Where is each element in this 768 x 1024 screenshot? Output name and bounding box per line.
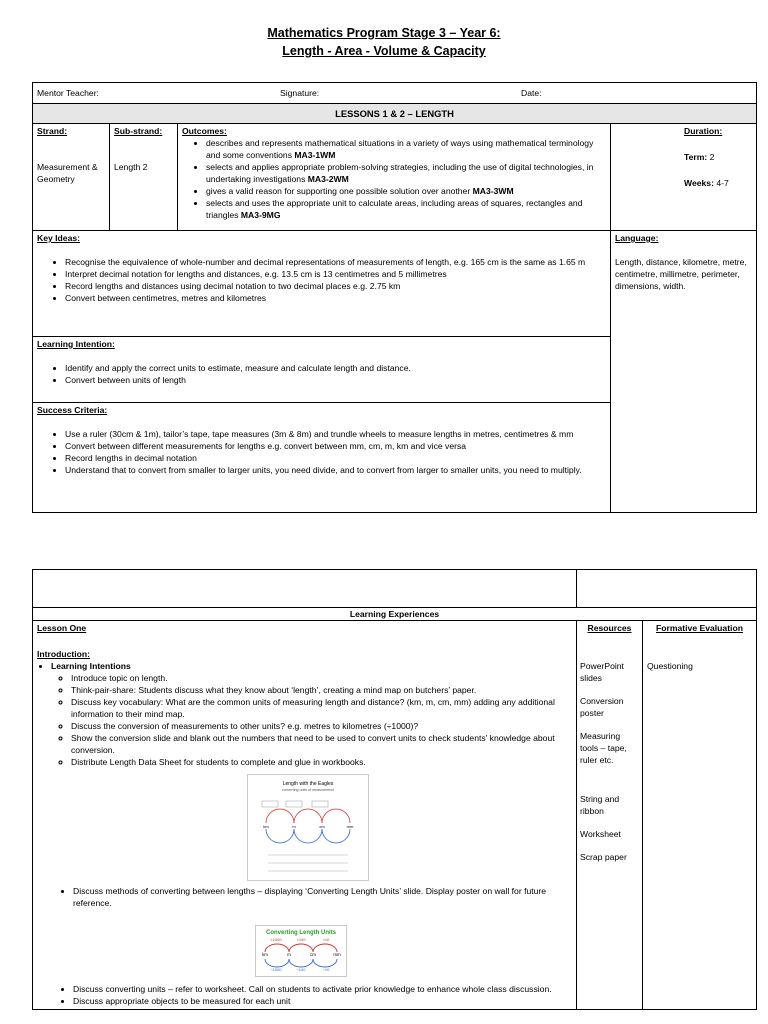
substrand-cell [110, 124, 178, 231]
outcome-item: • selects and applies appropriate problem-solving strategies, including the use of digital technologies, in undertaking investigations MA3-2WM [206, 161, 606, 185]
learning-intention-cell [33, 337, 611, 403]
intro-sub-list [51, 672, 572, 768]
svg-text:Converting Length Units: Converting Length Units [266, 930, 336, 937]
date-label: Date: [521, 88, 542, 98]
duration-cell [611, 124, 757, 231]
svg-text:km: km [262, 952, 268, 958]
language-cell [611, 231, 757, 513]
svg-text:km: km [263, 824, 269, 830]
learning-intention-item: • Convert between units of length [65, 374, 606, 386]
strand-cell [33, 124, 110, 231]
svg-text:m: m [292, 824, 296, 830]
svg-text:×1000: ×1000 [270, 937, 282, 943]
success-criteria-item: • Record lengths in decimal notation [65, 452, 606, 464]
key-idea-item: • Convert between centimetres, metres and kilometres [65, 292, 606, 304]
length-data-sheet-image [247, 774, 369, 881]
introduction-list [37, 660, 572, 768]
mentor-row [33, 83, 757, 104]
intro-list-continued [37, 885, 572, 909]
svg-text:÷10: ÷10 [322, 967, 330, 973]
lesson-one-cell [33, 621, 577, 1009]
resource-item: PowerPoint slides [580, 661, 624, 684]
intro-item: ◦ Discuss key vocabulary: What are the common units of measuring length and distance? (km, m, cm, mm) adding any additional information to their mind map. [71, 696, 572, 720]
learning-experiences-heading: Learning Experiences [33, 608, 757, 621]
key-idea-item: • Interpret decimal notation for lengths and distances, e.g. 13.5 cm is 13 centimetres and 5 millimetres [65, 268, 606, 280]
svg-text:cm: cm [310, 952, 316, 958]
success-criteria-list [37, 428, 606, 476]
language-text: Length, distance, kilometre, metre, centimetre, millimetre, perimeter, dimensions, width. [615, 257, 747, 292]
language-heading: Language: [615, 233, 659, 243]
resource-item: Measuring tools – tape, ruler etc. [580, 731, 627, 766]
weeks-line: Weeks: 4-7 [684, 178, 729, 189]
svg-text:Length with the Eagles: Length with the Eagles [282, 781, 334, 788]
blank-header-cell-right [577, 570, 757, 608]
key-ideas-list [37, 256, 606, 304]
svg-text:mm: mm [346, 824, 354, 830]
svg-text:mm: mm [333, 952, 341, 958]
intro-item: ◦ Distribute Length Data Sheet for students to complete and glue in workbooks. [71, 756, 572, 768]
svg-text:m: m [287, 952, 291, 958]
svg-text:×100: ×100 [296, 937, 306, 943]
success-criteria-item: • Understand that to convert from smaller to larger units, you need divide, and to convert from larger to smaller units, you need to multiply. [65, 464, 606, 476]
intro-item: ◦ Show the conversion slide and blank out the numbers that need to be used to convert units to check students’ knowledge about conversion. [71, 732, 572, 756]
intro-list-end [37, 983, 572, 1007]
intro-item: ◦ Introduce topic on length. [71, 672, 572, 684]
success-criteria-item: • Use a ruler (30cm & 1m), tailor’s tape, tape measures (3m & 8m) and trundle wheels to measure lengths in metres, centimetres & mm [65, 428, 606, 440]
learning-intention-item: • Identify and apply the correct units to estimate, measure and calculate length and distance. [65, 362, 606, 374]
success-criteria-cell [33, 403, 611, 513]
key-ideas-heading: Key Ideas: [37, 233, 80, 243]
intro-item: ◦ Discuss the conversion of measurements to other units? e.g. metres to kilometres (÷1000)? [71, 720, 572, 732]
resource-item: Conversion poster [580, 696, 624, 719]
learning-intentions-label: • Learning Intentions ◦ Introduce topic on length. ◦ Think-pair-share: Students discuss what they know about ‘length’, creating a mind map on butchers’ paper. ◦ Discuss key vocabulary: What are the common units of measuring length and distance? (km, m, cm, mm) adding any additional information to their mind map. ◦ Discuss the conversion of measurements to other units? e.g. metres to kilometres (÷1000)? ◦ Show the conversion slide and blank out the numbers that need to be used to convert units to check students’ knowledge about conversion. ◦ Distribute Length Data Sheet for students to complete and glue in workbooks. [51, 660, 572, 768]
resource-item: Scrap paper [580, 852, 627, 863]
intro-item: • Discuss converting units – refer to worksheet. Call on students to activate prior knowledge to enhance whole class discussion. [73, 983, 572, 995]
outcomes-cell [178, 124, 611, 231]
resources-cell [577, 621, 643, 1009]
signature-label: Signature: [280, 88, 320, 98]
lesson-one-heading: Lesson One [37, 623, 87, 634]
introduction-heading: Introduction: [37, 649, 90, 660]
key-ideas-cell [33, 231, 611, 337]
success-criteria-heading: Success Criteria: [37, 405, 108, 415]
intro-item: • Discuss methods of converting between lengths – displaying ‘Converting Length Units’ slide. Display poster on wall for future reference. [73, 885, 572, 909]
outcome-item: • selects and uses the appropriate unit to calculate areas, including areas of squares, rectangles and triangles MA3-9MG [206, 197, 606, 221]
strand-heading: Strand: [37, 126, 68, 136]
outcome-item: • gives a valid reason for supporting one possible solution over another MA3-3WM [206, 185, 606, 197]
mentor-teacher-label: Mentor Teacher: [37, 87, 99, 98]
learning-experiences-table [32, 569, 757, 1010]
resources-heading: Resources [587, 623, 632, 634]
duration-heading: Duration: [684, 126, 723, 136]
blank-header-cell [33, 570, 577, 608]
intro-item: ◦ Think-pair-share: Students discuss what they know about ‘length’, creating a mind map on butchers’ paper. [71, 684, 572, 696]
learning-intention-list [37, 362, 606, 386]
evaluation-heading: Formative Evaluation [656, 623, 743, 634]
converting-length-units-poster [255, 925, 347, 977]
svg-text:converting units of measuremen: converting units of measurement [281, 788, 335, 793]
evaluation-item: Questioning [647, 661, 693, 672]
strand-value: Measurement & Geometry [37, 162, 98, 185]
success-criteria-item: • Convert between different measurements for lengths e.g. convert between mm, cm, m, km and vice versa [65, 440, 606, 452]
lesson-outline-table [32, 82, 757, 513]
lessons-banner: LESSONS 1 & 2 – LENGTH [33, 104, 757, 124]
outcome-item: • describes and represents mathematical situations in a variety of ways using mathematical terminology and some conventions MA3-1WM [206, 137, 606, 161]
doc-title-line1: Mathematics Program Stage 3 – Year 6: [267, 26, 501, 40]
key-idea-item: • Record lengths and distances using decimal notation to two decimal places e.g. 2.75 km [65, 280, 606, 292]
key-idea-item: • Recognise the equivalence of whole-number and decimal representations of measurements of length, e.g. 165 cm is the same as 1.65 m [65, 256, 606, 268]
learning-intention-heading: Learning Intention: [37, 339, 115, 349]
outcomes-heading: Outcomes: [182, 126, 227, 136]
substrand-value: Length 2 [114, 162, 148, 173]
term-line: Term: 2 [684, 152, 715, 163]
intro-item: • Discuss appropriate objects to be measured for each unit [73, 995, 572, 1007]
svg-text:×10: ×10 [322, 937, 330, 943]
doc-title-line2: Length - Area - Volume & Capacity [282, 44, 486, 58]
resource-item: String and ribbon [580, 794, 620, 817]
svg-text:cm: cm [319, 824, 325, 830]
svg-text:÷100: ÷100 [296, 967, 306, 973]
outcomes-list [182, 137, 606, 221]
evaluation-cell [643, 621, 757, 1009]
substrand-heading: Sub-strand: [114, 126, 163, 136]
resource-item: Worksheet [580, 829, 621, 840]
svg-text:÷1000: ÷1000 [270, 967, 282, 973]
